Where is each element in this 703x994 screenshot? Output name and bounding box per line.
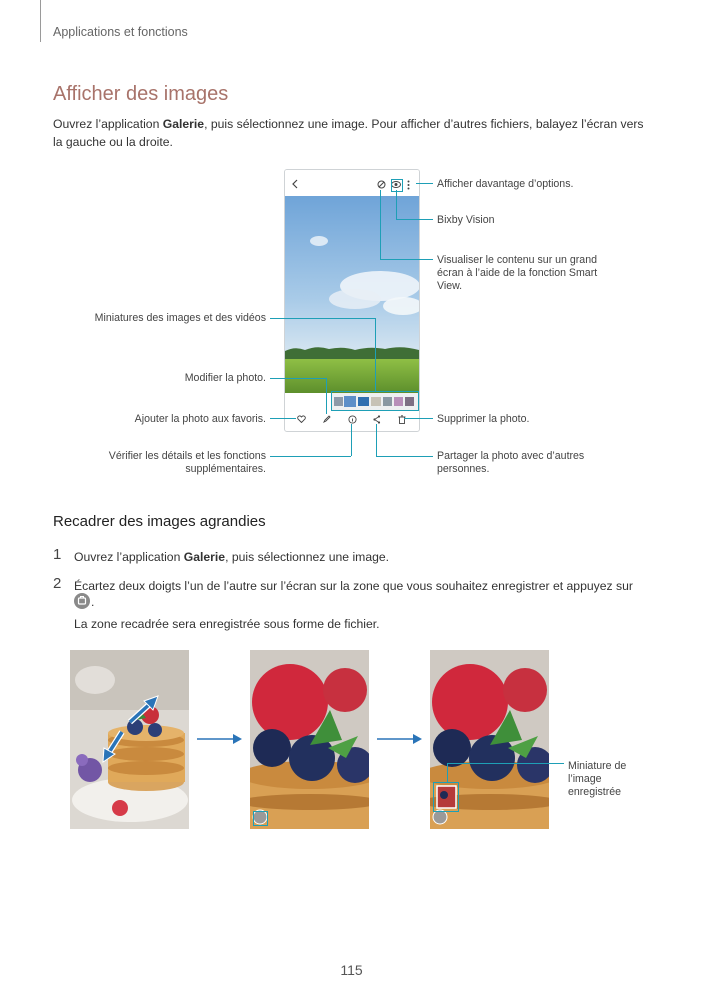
intro-text-1: Ouvrez l’application bbox=[53, 117, 163, 131]
arrow-right-icon bbox=[197, 731, 243, 747]
annotation-thumbnails: Miniatures des images et des vidéos bbox=[94, 312, 266, 324]
callout-line bbox=[351, 424, 352, 456]
callout-line bbox=[270, 456, 351, 457]
capture-icon bbox=[74, 593, 90, 609]
thumbnails-highlight bbox=[331, 391, 419, 411]
callout-line bbox=[396, 190, 397, 219]
favorite-icon[interactable] bbox=[297, 415, 306, 423]
capture-button-highlight[interactable] bbox=[253, 811, 268, 826]
step-2-end: . bbox=[91, 595, 95, 609]
details-icon[interactable] bbox=[348, 415, 357, 424]
callout-line bbox=[270, 318, 375, 319]
annotation-delete: Supprimer la photo. bbox=[437, 413, 530, 425]
callout-line bbox=[416, 183, 433, 184]
step-1-text bbox=[74, 548, 674, 566]
more-options-icon[interactable] bbox=[407, 180, 410, 190]
annotation-details: Vérifier les détails et les fonctions supplémentaires. bbox=[108, 450, 266, 475]
annotation-favorite: Ajouter la photo aux favoris. bbox=[134, 413, 266, 425]
callout-line bbox=[270, 378, 326, 379]
step-2-text: Écartez deux doigts l’un de l’autre sur l’écran sur la zone que vous souhaitez enregistrer et appuyez sur bbox=[74, 579, 633, 593]
step-1-text-2: , puis sélectionnez une image. bbox=[225, 550, 390, 564]
header-rule bbox=[40, 0, 41, 42]
edit-icon[interactable] bbox=[323, 415, 331, 423]
step-number: 1 bbox=[53, 546, 62, 563]
callout-line bbox=[380, 259, 433, 260]
annotation-thumbnail: Miniature de l’image enregistrée bbox=[568, 760, 627, 798]
annotation-more-options: Afficher davantage d’options. bbox=[437, 178, 574, 190]
callout-line bbox=[376, 456, 433, 457]
callout-line bbox=[447, 763, 448, 782]
step-1-app-name: Galerie bbox=[183, 550, 226, 564]
share-icon[interactable] bbox=[373, 415, 381, 424]
callout-line bbox=[326, 378, 327, 414]
intro-app-name: Galerie bbox=[162, 117, 205, 131]
callout-line bbox=[404, 418, 433, 419]
annotation-edit: Modifier la photo. bbox=[184, 372, 266, 384]
smart-view-icon[interactable] bbox=[377, 180, 386, 189]
intro-text-2: , puis sélectionnez une image. Pour afficher d’autres fichiers, balayez l’écran vers la gauche ou la droite. bbox=[53, 117, 644, 149]
main-photo bbox=[285, 196, 419, 393]
callout-line bbox=[376, 424, 377, 456]
arrow-right-icon bbox=[377, 731, 423, 747]
callout-line bbox=[380, 190, 381, 259]
saved-thumbnail-highlight[interactable] bbox=[433, 782, 459, 812]
step-2-note: La zone recadrée sera enregistrée sous forme de fichier. bbox=[74, 617, 380, 631]
zoomed-photo bbox=[250, 650, 369, 829]
step-number: 2 bbox=[53, 575, 62, 592]
section-subtitle: Recadrer des images agrandies bbox=[53, 513, 266, 530]
step-1-text-1: Ouvrez l’application bbox=[74, 550, 184, 564]
back-icon[interactable] bbox=[291, 179, 299, 189]
bixby-highlight bbox=[391, 179, 403, 192]
intro-paragraph bbox=[53, 115, 653, 151]
callout-line bbox=[447, 763, 564, 764]
annotation-share: Partager la photo avec d’autres personnes. bbox=[437, 450, 585, 475]
annotation-smart-view: Visualiser le contenu sur un grand écran à l’aide de la fonction Smart View. bbox=[437, 254, 598, 292]
callout-line bbox=[396, 219, 433, 220]
callout-line bbox=[270, 418, 296, 419]
callout-line bbox=[375, 318, 376, 391]
delete-icon[interactable] bbox=[398, 415, 406, 424]
page-title: Afficher des images bbox=[53, 83, 229, 105]
page-number: 115 bbox=[340, 962, 363, 978]
annotation-bixby-vision: Bixby Vision bbox=[437, 214, 495, 226]
section-header: Applications et fonctions bbox=[53, 25, 188, 39]
pancake-photo bbox=[70, 650, 189, 829]
